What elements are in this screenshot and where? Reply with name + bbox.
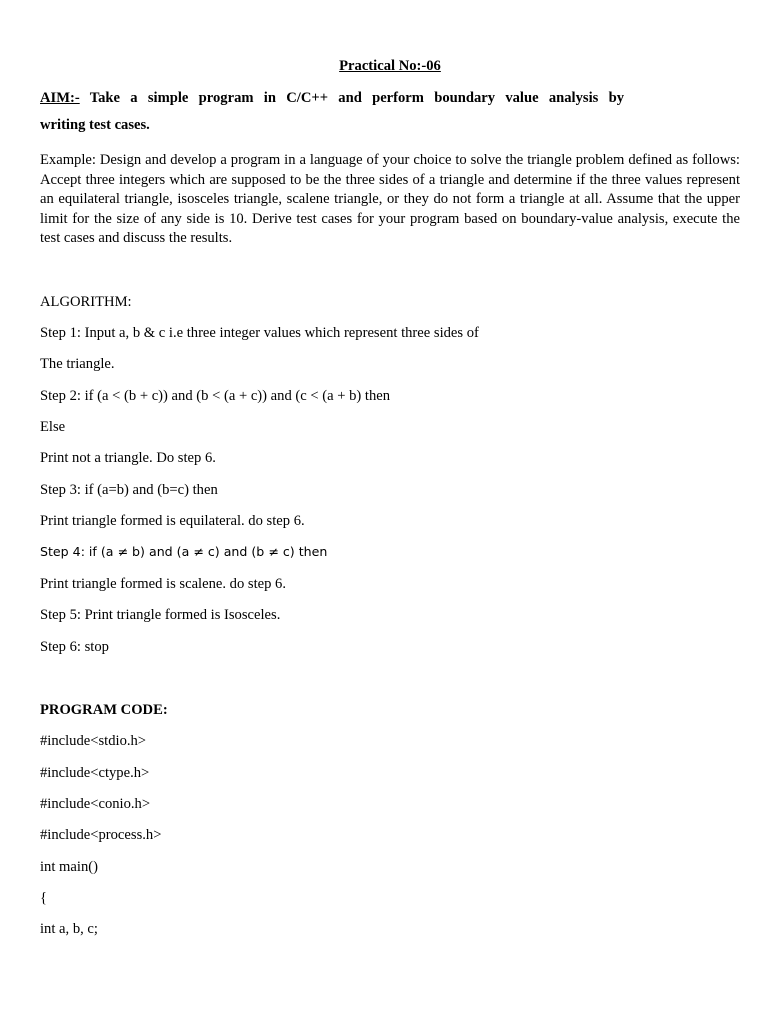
aim-label: AIM:- xyxy=(40,90,80,106)
algorithm-line: The triangle. xyxy=(40,356,115,372)
code-line: #include<process.h> xyxy=(40,827,162,843)
aim-line xyxy=(40,90,624,107)
code-line: #include<ctype.h> xyxy=(40,765,150,781)
code-line: int a, b, c; xyxy=(40,921,98,937)
page-title: Practical No:-06 xyxy=(339,58,441,74)
algorithm-line: Step 1: Input a, b & c i.e three integer values which represent three sides of xyxy=(40,325,479,341)
algorithm-line: Step 4: if (a ≠ b) and (a ≠ c) and (b ≠ c) then xyxy=(40,544,328,559)
algorithm-line: Step 6: stop xyxy=(40,639,109,655)
algorithm-line: Step 3: if (a=b) and (b=c) then xyxy=(40,482,218,498)
algorithm-line: Step 5: Print triangle formed is Isosceles. xyxy=(40,607,281,623)
aim-text-line2: writing test cases. xyxy=(40,117,150,133)
code-line: int main() xyxy=(40,859,98,875)
program-heading: PROGRAM CODE: xyxy=(40,702,168,718)
example-paragraph: Example: Design and develop a program in a language of your choice to solve the triangle problem defined as follows: Accept three integers which are supposed to be the three sides of a triangle and determine if the three values represent an equilateral triangle, isosceles triangle, scalene triangle, or they do not form a triangle at all. Assume that the upper limit for the size of any side is 10. Derive test cases for your program based on boundary-value analysis, execute the test cases and discuss the results. xyxy=(40,152,740,247)
algorithm-line: Print triangle formed is scalene. do step 6. xyxy=(40,576,287,592)
algorithm-line: Print triangle formed is equilateral. do step 6. xyxy=(40,513,305,529)
code-line: { xyxy=(40,890,48,906)
algorithm-line: Print not a triangle. Do step 6. xyxy=(40,450,216,466)
algorithm-heading: ALGORITHM: xyxy=(40,294,132,310)
algorithm-line: Step 2: if (a < (b + c)) and (b < (a + c)) and (c < (a + b) then xyxy=(40,388,391,404)
aim-text-line1: Take a simple program in C/C++ and perform boundary value analysis by xyxy=(89,90,624,106)
code-line: #include<stdio.h> xyxy=(40,733,147,749)
code-line: #include<conio.h> xyxy=(40,796,151,812)
algorithm-line: Else xyxy=(40,419,66,435)
